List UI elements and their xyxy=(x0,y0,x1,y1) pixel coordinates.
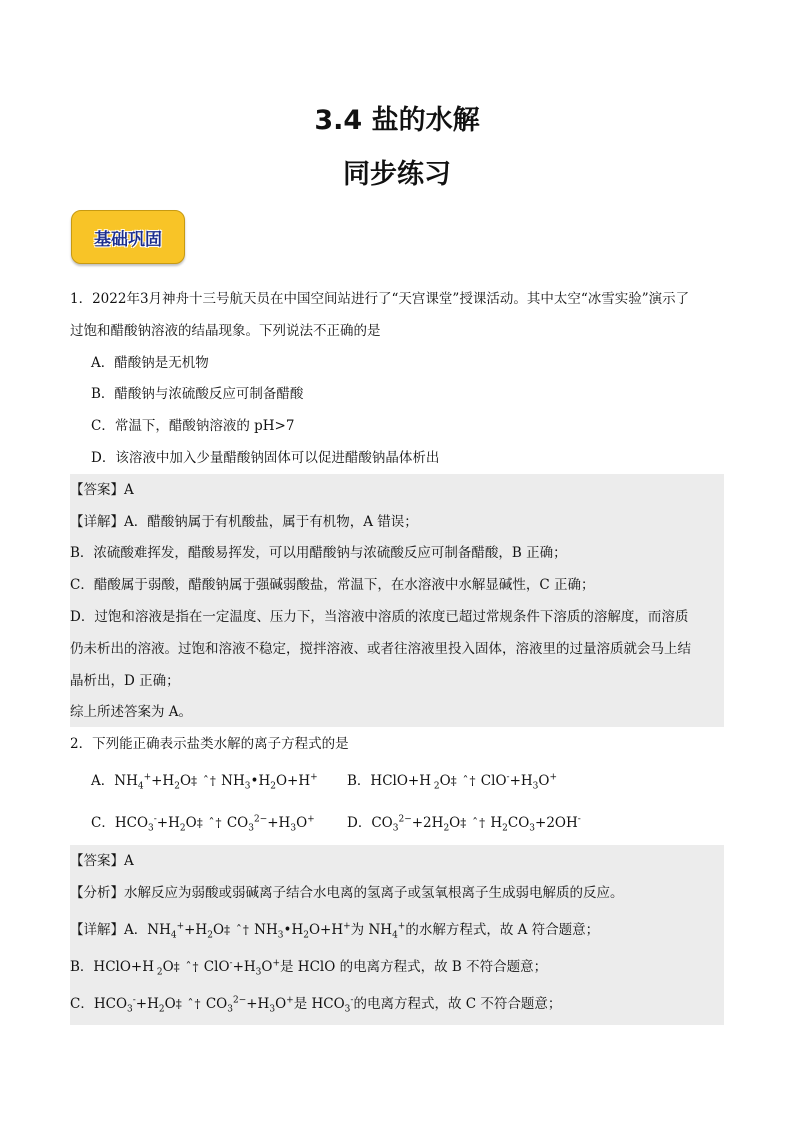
q2-analysis: 【分析】水解反应为弱酸或弱碱离子结合水电离的氢离子或氢氧根离子生成弱电解质的反应。 xyxy=(70,885,624,901)
q1-option-b: B．醋酸钠与浓硫酸反应可制备醋酸 xyxy=(91,386,304,402)
section-badge xyxy=(71,210,185,264)
q2-answer: 【答案】A xyxy=(70,853,134,869)
q2-option-b: B．HClO+H $_2$O‡ ˆ† $ClO^-+H_3O^+$ xyxy=(347,772,558,792)
page-title: 3.4 盐的水解 xyxy=(314,105,480,136)
q2-option-c: C．$HCO_3^-+H_2O\ddagger$ ˆ† $CO_3^{2-}+H_3O^+$ xyxy=(91,814,315,834)
q1-detail-line6: 晶析出，D 正确； xyxy=(70,673,180,689)
q1-option-d: D．该溶液中加入少量醋酸钠固体可以促进醋酸钠晶体析出 xyxy=(91,450,440,466)
q1-stem-line1: 1．2022年3月神舟十三号航天员在中国空间站进行了“天宫课堂”授课活动。其中太空“冰雪实验”演示了 xyxy=(70,291,690,307)
page-subtitle: 同步练习 xyxy=(343,159,451,190)
q1-detail-line3: C．醋酸属于弱酸，醋酸钠属于强碱弱酸盐，常温下，在水溶液中水解显碱性，C 正确； xyxy=(70,577,595,593)
q1-detail-line2: B．浓硫酸难挥发，醋酸易挥发，可以用醋酸钠与浓硫酸反应可制备醋酸，B 正确； xyxy=(70,545,567,561)
q1-option-c: C．常温下，醋酸钠溶液的 pH>7 xyxy=(91,418,295,434)
q2-option-a: A．$NH_4^++H_2O\ddagger$ ˆ† $NH_3•H_2O+H^+$ xyxy=(91,772,318,792)
q1-option-a: A．醋酸钠是无机物 xyxy=(91,355,209,371)
q1-detail-line1: 【详解】A．醋酸钠属于有机酸盐，属于有机物，A 错误； xyxy=(70,514,418,530)
q2-detail-c: C．$HCO_3^-+H_2O\ddagger$ ˆ† $CO_3^{2-}+H_3O^+$是 $HCO_3^-$的电离方程式，故 C 不符合题意； xyxy=(70,995,562,1015)
q1-detail-line5: 仍未析出的溶液。过饱和溶液不稳定，搅拌溶液、或者往溶液里投入固体，溶液里的过量溶质就会马上结 xyxy=(70,641,691,657)
section-badge-label: 基础巩固 xyxy=(94,230,162,250)
q2-stem: 2．下列能正确表示盐类水解的离子方程式的是 xyxy=(70,736,349,752)
q1-stem-line2: 过饱和醋酸钠溶液的结晶现象。下列说法不正确的是 xyxy=(70,323,381,339)
q2-detail-b: B．HClO+H $_2$O‡ ˆ† $ClO^-+H_3O^+$是 HClO 的电离方程式，故 B 不符合题意； xyxy=(70,958,548,978)
q1-detail-line4: D．过饱和溶液是指在一定温度、压力下，当溶液中溶质的浓度已超过常规条件下溶质的溶解度，而溶质 xyxy=(70,609,689,625)
q1-summary: 综上所述答案为 A。 xyxy=(70,704,193,720)
q2-option-d: D．$CO_3^{2-}+2H_2O\ddagger$ ˆ† $H_2CO_3+2OH^-$ xyxy=(347,814,581,834)
q1-answer: 【答案】A xyxy=(70,482,134,498)
q2-detail-a: 【详解】A．$NH_4^++H_2O\ddagger$ ˆ† $NH_3•H_2O+H^+$为 $NH_4^+$的水解方程式，故 A 符合题意； xyxy=(70,921,600,941)
